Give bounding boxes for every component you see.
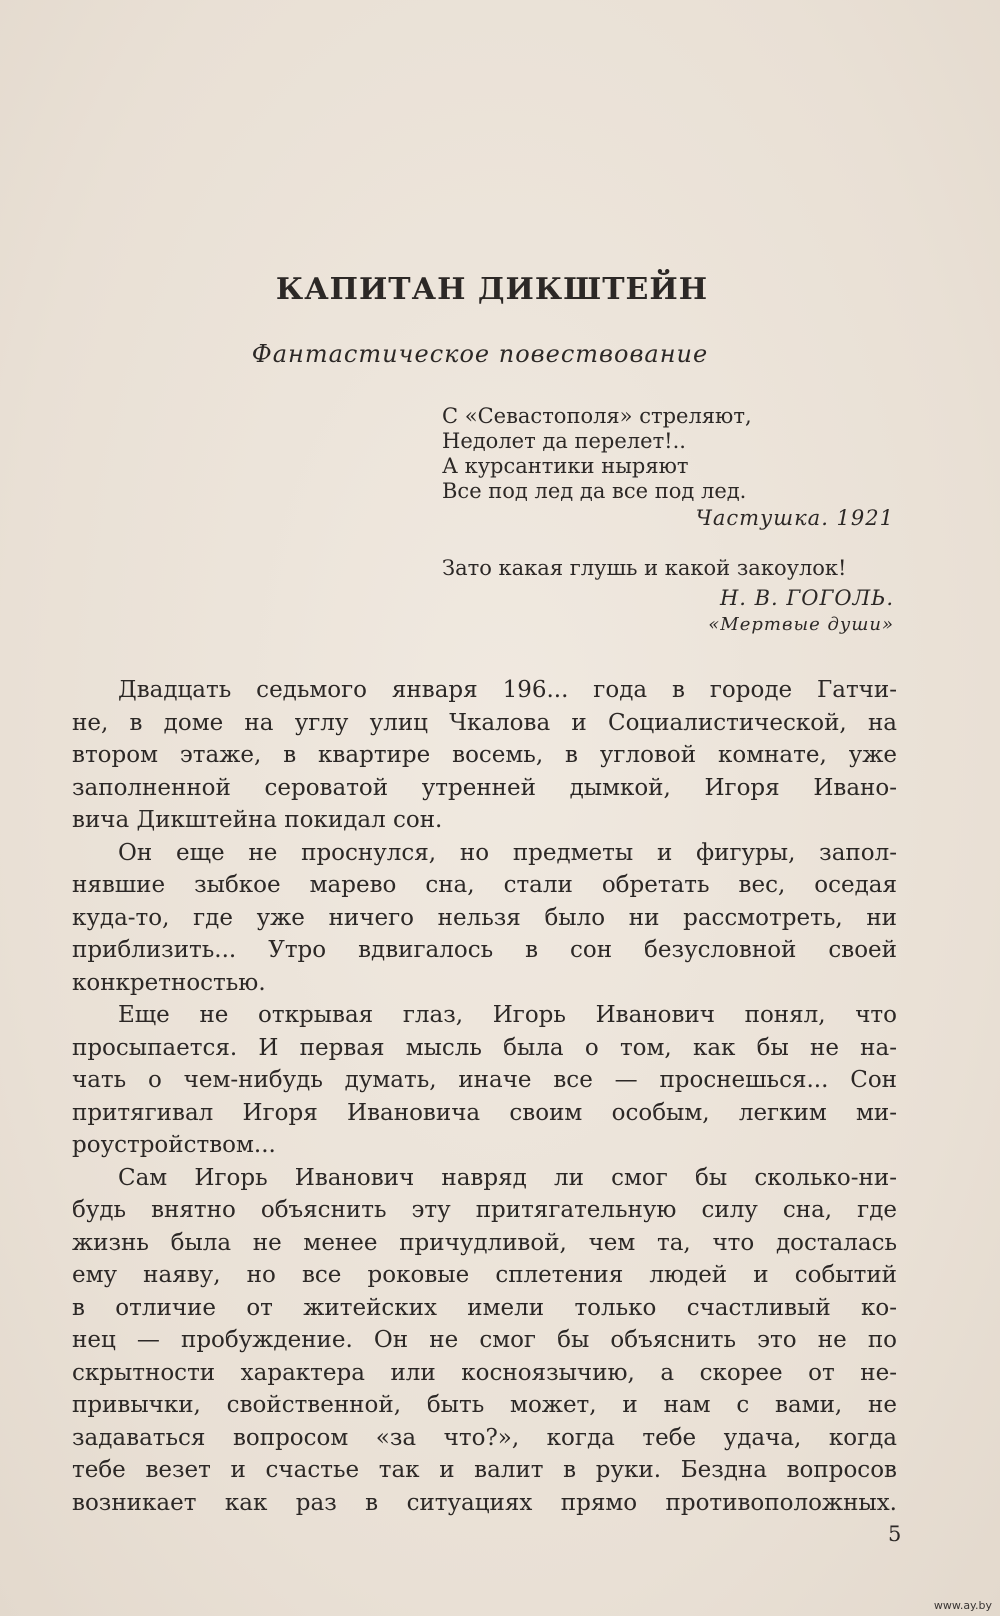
- text-line: нец — пробуждение. Он не смог бы объяснить это не по: [72, 1327, 897, 1353]
- text-line: возникает как раз в ситуациях прямо противоположных.: [72, 1489, 897, 1516]
- book-title: КАПИТАН ДИКШТЕЙН: [275, 272, 709, 307]
- text-line: скрытности характера или косноязычию, а скорее от не-: [72, 1359, 897, 1386]
- text-line: нявшие зыбкое марево сна, стали обретать вес, оседая: [72, 872, 897, 898]
- epigraph-line: Недолет да перелет!..: [442, 429, 686, 453]
- epigraph-attribution: Частушка. 1921: [695, 506, 894, 530]
- text-line: Двадцать седьмого января 196... года в городе Гатчи-: [118, 677, 897, 703]
- text-line: вича Дикштейна покидал сон.: [72, 807, 443, 833]
- text-line: Он еще не проснулся, но предметы и фигуры, запол-: [118, 839, 897, 866]
- text-line: приблизить... Утро вдвигалось в сон безусловной своей: [72, 937, 897, 963]
- text-line: не, в доме на углу улиц Чкалова и Социалистической, на: [72, 709, 897, 736]
- epigraph-line: А курсантики ныряют: [442, 454, 689, 478]
- text-line: в отличие от житейских имели только счастливый ко-: [72, 1294, 897, 1321]
- paragraph: [72, 999, 897, 1162]
- epigraph-line: С «Севастополя» стреляют,: [442, 404, 752, 428]
- text-line: куда-то, где уже ничего нельзя было ни рассмотреть, ни: [72, 904, 897, 931]
- text-line: привычки, свойственной, быть может, и нам с вами, не: [72, 1392, 897, 1418]
- body-text: [72, 674, 897, 1519]
- watermark-text: www.ay.by: [933, 1599, 992, 1612]
- text-line: задаваться вопросом «за что?», когда тебе удача, когда: [72, 1424, 897, 1451]
- text-line: чать о чем-нибудь думать, иначе все — проснешься... Сон: [72, 1067, 897, 1093]
- text-line: жизнь была не менее причудливой, чем та, что досталась: [72, 1229, 897, 1256]
- epigraph-line: Все под лед да все под лед.: [442, 479, 747, 503]
- page-number: 5: [888, 1522, 902, 1546]
- epigraph-author: Н. В. ГОГОЛЬ.: [719, 586, 894, 610]
- text-line: просыпается. И первая мысль была о том, как бы не на-: [72, 1034, 897, 1061]
- text-line: роустройством...: [72, 1132, 276, 1158]
- text-line: Сам Игорь Иванович навряд ли смог бы сколько-ни-: [118, 1164, 897, 1191]
- text-line: притягивал Игоря Ивановича своим особым, легким ми-: [72, 1099, 897, 1126]
- epigraph-source: «Мертвые души»: [708, 614, 894, 635]
- epigraph-quote: Зато какая глушь и какой закоулок!: [442, 556, 847, 580]
- book-subtitle: Фантастическое повествование: [251, 340, 709, 368]
- text-line: заполненной сероватой утренней дымкой, Игоря Ивано-: [72, 774, 897, 801]
- text-line: Еще не открывая глаз, Игорь Иванович понял, что: [118, 1002, 897, 1028]
- text-line: тебе везет и счастье так и валит в руки. Бездна вопросов: [72, 1457, 897, 1483]
- paragraph: [72, 1162, 897, 1520]
- text-line: ему наяву, но все роковые сплетения людей и событий: [72, 1262, 897, 1288]
- paragraph: [72, 837, 897, 1000]
- text-line: будь внятно объяснить эту притягательную силу сна, где: [72, 1197, 897, 1223]
- epigraph-verse: [442, 404, 752, 504]
- text-line: конкретностью.: [72, 969, 266, 996]
- paragraph: [72, 674, 897, 837]
- text-line: втором этаже, в квартире восемь, в угловой комнате, уже: [72, 742, 897, 768]
